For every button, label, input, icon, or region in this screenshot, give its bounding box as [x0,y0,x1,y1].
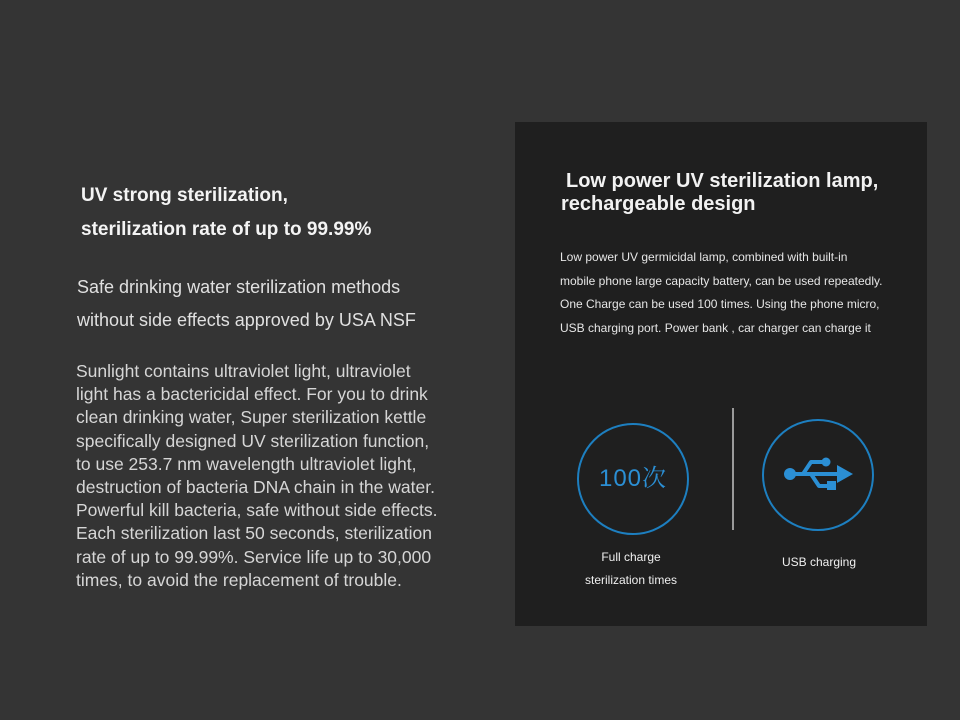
body-line: destruction of bacteria DNA chain in the water. [76,477,435,498]
body-line: rate of up to 99.99%. Service life up to 30,000 [76,546,432,567]
body-line: Powerful kill bacteria, safe without side effects. [76,500,438,521]
usb-icon [781,451,857,499]
headline-line: sterilization rate of up to 99.99% [81,219,372,240]
panel-description [560,246,920,340]
feature-panel [515,122,927,626]
headline [81,179,481,247]
panel-description-line: Low power UV germicidal lamp, combined with built-in [560,250,848,264]
subheading [77,271,477,337]
body-line: Each sterilization last 50 seconds, sterilization [76,523,433,544]
body-line: Sunlight contains ultraviolet light, ultraviolet [76,361,411,381]
charge-count-value: 100次 [598,465,668,492]
body-line: to use 253.7 nm wavelength ultraviolet light, [76,453,417,474]
body-paragraph [76,360,496,592]
panel-description-line: mobile phone large capacity battery, can be used repeatedly. [560,273,883,288]
panel-description-line: USB charging port. Power bank , car charger can charge it [560,320,871,335]
headline-line: UV strong sterilization, [81,185,288,206]
subheading-line: without side effects approved by USA NSF [77,310,416,330]
feature-divider [732,408,734,530]
usb-charging-caption [761,551,877,574]
caption-line: sterilization times [584,573,678,587]
panel-title-line: rechargeable design [561,193,756,215]
body-line: times, to avoid the replacement of trouble. [76,569,402,590]
subheading-line: Safe drinking water sterilization methods [77,277,401,297]
caption-line: USB charging [781,555,857,569]
usb-charging-badge [762,419,874,531]
body-line: specifically designed UV sterilization function, [76,430,430,451]
body-line: light has a bactericidal effect. For you to drink [76,384,428,405]
body-line: clean drinking water, Super sterilization kettle [76,407,427,428]
charge-count-badge [577,423,689,535]
charge-count-caption [571,546,691,592]
panel-title [561,170,921,216]
panel-title-line: Low power UV sterilization lamp, [566,170,879,192]
caption-line: Full charge [601,550,661,564]
panel-description-line: One Charge can be used 100 times. Using the phone micro, [560,297,880,311]
